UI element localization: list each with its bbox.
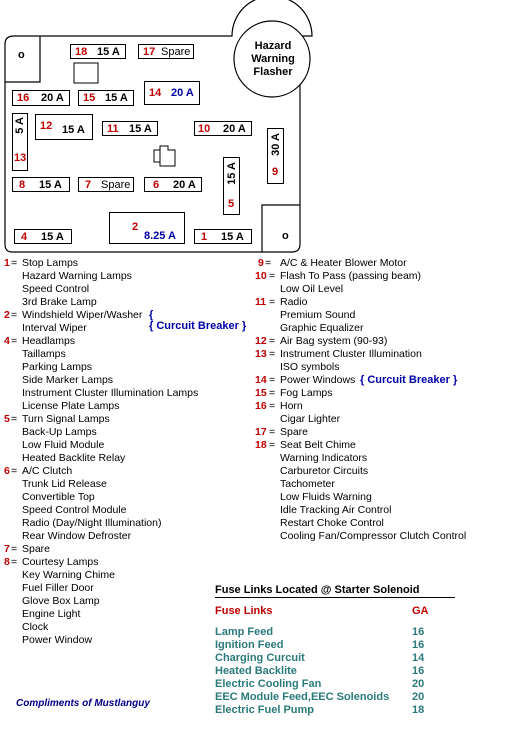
circuit-item: Convertible Top (22, 491, 95, 503)
circuit-number: 14 (255, 374, 267, 386)
equals-sign: = (269, 348, 276, 360)
circuit-row (4, 517, 244, 530)
circuit-row (4, 283, 244, 296)
circuit-row (258, 257, 506, 270)
equals-sign: = (11, 309, 18, 321)
circuit-number: 8 (4, 556, 10, 568)
circuit-row (4, 478, 244, 491)
circuit-item: Back-Up Lamps (22, 426, 97, 438)
circuit-item: Trunk Lid Release (22, 478, 107, 490)
circuit-row (255, 426, 506, 439)
circuit-item: Turn Signal Lamps (22, 413, 110, 425)
circuit-row (258, 504, 506, 517)
fuse-6-rating: 20 A (173, 179, 196, 191)
fuse-17 (138, 44, 194, 59)
circuit-row (4, 400, 244, 413)
circuit-row (4, 270, 244, 283)
circuit-row (4, 361, 244, 374)
equals-sign: = (269, 270, 276, 282)
fuse-12-rating: 15 A (62, 124, 85, 136)
fuse-11 (102, 121, 158, 136)
circuit-item: Clock (22, 621, 49, 633)
circuit-item: Speed Control Module (22, 504, 127, 516)
fuse-links-rows (215, 626, 455, 717)
fuse-link-row (215, 704, 455, 717)
fuse-link-row (215, 626, 455, 639)
circuit-item: Low Oil Level (280, 283, 344, 295)
circuit-row (258, 491, 506, 504)
circuit-row (4, 543, 244, 556)
circuit-number: 2 (4, 309, 10, 321)
circuit-row (4, 634, 244, 647)
equals-sign: = (11, 465, 18, 477)
equals-sign: = (11, 543, 18, 555)
fuse-5-rating: 15 A (226, 162, 238, 185)
circuit-item: Hazard Warning Lamps (22, 270, 132, 282)
circuit-item: Instrument Cluster Illumination Lamps (22, 387, 199, 399)
circuit-item: Windshield Wiper/Washer (22, 309, 143, 321)
circuit-breaker-right (360, 374, 457, 386)
circuit-item: Fuel Filler Door (22, 582, 94, 594)
circuit-list-right (255, 257, 506, 543)
circuit-number: 18 (255, 439, 267, 451)
fuse-1 (194, 229, 252, 244)
equals-sign: = (269, 374, 276, 386)
circuit-row (4, 426, 244, 439)
circuit-row (4, 582, 244, 595)
mount-hole-left: o (18, 49, 25, 61)
fuse-15-rating: 15 A (105, 92, 128, 104)
brace-open: { (149, 309, 154, 321)
fuse-link-row (215, 665, 455, 678)
fuse-16-rating: 20 A (41, 92, 64, 104)
circuit-row (4, 335, 244, 348)
hazard-line-2: Warning (251, 53, 295, 65)
fuse-link-name: Electric Cooling Fan (215, 678, 322, 690)
fuse-15-number: 15 (83, 92, 96, 104)
circuit-row (258, 452, 506, 465)
circuit-item: License Plate Lamps (22, 400, 120, 412)
circuit-breaker-label: Curcuit Breaker (156, 320, 239, 332)
circuit-item: Cigar Lighter (280, 413, 341, 425)
circuit-number: 4 (4, 335, 10, 347)
circuit-breaker-label: Curcuit Breaker (367, 374, 450, 386)
fuse-link-name: Lamp Feed (215, 626, 274, 638)
fuse-12-number: 12 (40, 120, 53, 132)
circuit-row (258, 361, 506, 374)
circuit-item: Headlamps (22, 335, 76, 347)
fuse-link-row (215, 678, 455, 691)
circuit-item: Engine Light (22, 608, 81, 620)
circuit-item: Stop Lamps (22, 257, 79, 269)
circuit-row (255, 270, 506, 283)
mount-hole-right: o (282, 230, 289, 242)
circuit-number: 1 (4, 257, 10, 269)
circuit-row (4, 491, 244, 504)
fuse-15 (78, 90, 134, 106)
circuit-row (4, 439, 244, 452)
circuit-row (4, 608, 244, 621)
circuit-row (4, 387, 244, 400)
circuit-item: ISO symbols (280, 361, 340, 373)
fuse-link-name: Ignition Feed (215, 639, 284, 651)
fuse-18-rating: 15 A (97, 46, 120, 58)
circuit-item: Instrument Cluster Illumination (280, 348, 422, 360)
circuit-item: Interval Wiper (22, 322, 87, 334)
fuse-10-rating: 20 A (223, 123, 246, 135)
circuit-row (4, 465, 244, 478)
fuse-14 (144, 81, 200, 105)
fuse-11-rating: 15 A (129, 123, 152, 135)
equals-sign: = (269, 335, 276, 347)
circuit-item: Power Windows (280, 374, 356, 386)
equals-sign: = (11, 556, 18, 568)
circuit-item: Graphic Equalizer (280, 322, 364, 334)
circuit-row (255, 348, 506, 361)
circuit-number: 13 (255, 348, 267, 360)
fuse-4 (14, 229, 72, 244)
circuit-item: Heated Backlite Relay (22, 452, 126, 464)
fuse-9-number: 9 (272, 166, 279, 178)
circuit-row (4, 257, 244, 270)
circuit-item: Fog Lamps (280, 387, 333, 399)
circuit-row (4, 452, 244, 465)
fuse-9 (267, 128, 284, 184)
fuse-5-number: 5 (228, 198, 235, 210)
circuit-item: Restart Choke Control (280, 517, 384, 529)
fuse-9-rating: 30 A (270, 133, 282, 156)
fuse-2 (109, 212, 185, 244)
circuit-item: Taillamps (22, 348, 66, 360)
circuit-item: Tachometer (280, 478, 335, 490)
fuse-7-rating: Spare (101, 179, 131, 191)
circuit-row (258, 283, 506, 296)
circuit-row (258, 322, 506, 335)
circuit-item: Power Window (22, 634, 93, 646)
equals-sign: = (11, 335, 18, 347)
fuse-17-rating: Spare (161, 46, 191, 58)
circuit-item: Horn (280, 400, 303, 412)
fuse-13-number: 13 (14, 152, 27, 164)
circuit-item: Idle Tracking Air Control (280, 504, 392, 516)
fuse-links-title: Fuse Links Located @ Starter Solenoid (215, 584, 455, 598)
fuse-4-rating: 15 A (41, 231, 64, 243)
hazard-flasher-label (245, 40, 301, 79)
circuit-row (4, 413, 244, 426)
circuit-row (255, 387, 506, 400)
fuse-18-number: 18 (75, 46, 88, 58)
fuse-links-section (215, 584, 455, 717)
circuit-item: Rear Window Defroster (22, 530, 132, 542)
circuit-number: 7 (4, 543, 10, 555)
circuit-item: Spare (22, 543, 51, 555)
equals-sign: = (269, 296, 276, 308)
fuse-link-name: Electric Fuel Pump (215, 704, 315, 716)
fuse-6 (144, 177, 202, 192)
circuit-row (255, 296, 506, 309)
circuit-item: A/C Clutch (22, 465, 73, 477)
circuit-row (255, 335, 506, 348)
circuit-row (4, 530, 244, 543)
fuse-13 (12, 113, 28, 171)
circuit-number: 10 (255, 270, 267, 282)
circuit-item: 3rd Brake Lamp (22, 296, 97, 308)
brace-close: } (452, 374, 458, 386)
fuse-18 (70, 44, 126, 59)
fuse-link-name: EEC Module Feed,EEC Solenoids (215, 691, 390, 703)
fuse-8-rating: 15 A (39, 179, 62, 191)
circuit-item: Air Bag system (90-93) (280, 335, 388, 347)
circuit-item: A/C & Heater Blower Motor (280, 257, 407, 269)
fuse-links-header (215, 605, 455, 619)
circuit-row (258, 413, 506, 426)
circuit-row (258, 478, 506, 491)
fuse-link-row (215, 652, 455, 665)
fuse-link-gauge: 16 (412, 639, 425, 651)
circuit-number: 15 (255, 387, 267, 399)
circuit-number: 11 (255, 296, 267, 308)
circuit-row (255, 439, 506, 452)
fuse-1-rating: 15 A (221, 231, 244, 243)
fuse-link-gauge: 18 (412, 704, 425, 716)
circuit-item: Warning Indicators (280, 452, 368, 464)
fuse-16 (12, 90, 70, 106)
circuit-item: Parking Lamps (22, 361, 93, 373)
circuit-row (255, 400, 506, 413)
hazard-line-3: Flasher (253, 66, 293, 78)
credit-text: Compliments of Mustlanguy (16, 698, 150, 709)
fuse-link-gauge: 20 (412, 678, 425, 690)
fuse-link-gauge: 16 (412, 665, 425, 677)
fuse-10-number: 10 (198, 123, 211, 135)
circuit-number: 6 (4, 465, 10, 477)
fuse-link-name: Charging Curcuit (215, 652, 305, 664)
circuit-item: Radio (280, 296, 308, 308)
fuse-link-name: Heated Backlite (215, 665, 297, 677)
brace-open: { (360, 374, 365, 386)
hazard-line-1: Hazard (254, 40, 292, 52)
fuse-14-number: 14 (149, 87, 162, 99)
fuse-8-number: 8 (19, 179, 26, 191)
circuit-item: Premium Sound (280, 309, 356, 321)
circuit-row (258, 517, 506, 530)
fuse-16-number: 16 (17, 92, 30, 104)
fuse-link-gauge: 20 (412, 691, 425, 703)
circuit-number: 12 (255, 335, 267, 347)
circuit-number: 5 (4, 413, 10, 425)
circuit-item: Cooling Fan/Compressor Clutch Control (280, 530, 467, 542)
circuit-number: 9 (258, 257, 264, 269)
circuit-item: Low Fluid Module (22, 439, 105, 451)
equals-sign: = (269, 400, 276, 412)
circuit-item: Key Warning Chime (22, 569, 115, 581)
equals-sign: = (269, 439, 276, 451)
equals-sign: = (11, 257, 18, 269)
fuse-5 (223, 157, 240, 215)
brace-open: { (149, 320, 154, 332)
circuit-item: Carburetor Circuits (280, 465, 369, 477)
circuit-number: 17 (255, 426, 267, 438)
fuse-link-gauge: 16 (412, 626, 425, 638)
fuse-7-number: 7 (85, 179, 92, 191)
circuit-row (4, 348, 244, 361)
fuse-2-number: 2 (132, 221, 139, 233)
circuit-row (258, 530, 506, 543)
circuit-row (258, 465, 506, 478)
fuse-8 (12, 177, 70, 192)
circuit-row (258, 309, 506, 322)
fuse-6-number: 6 (153, 179, 160, 191)
equals-sign: = (269, 426, 276, 438)
fuse-4-number: 4 (21, 231, 28, 243)
circuit-row (4, 296, 244, 309)
circuit-row (4, 569, 244, 582)
circuit-item: Low Fluids Warning (280, 491, 372, 503)
equals-sign: = (265, 257, 272, 269)
circuit-row (4, 595, 244, 608)
fuse-12 (35, 114, 93, 140)
fuse-2-rating: 8.25 A (144, 230, 177, 242)
fuse-11-number: 11 (107, 123, 119, 135)
fuse-13-rating: 5 A (14, 117, 26, 134)
fuse-link-row (215, 691, 455, 704)
fuse-7 (78, 177, 134, 192)
circuit-item: Side Marker Lamps (22, 374, 114, 386)
fuse-link-row (215, 639, 455, 652)
circuit-item: Seat Belt Chime (280, 439, 356, 451)
circuit-row (4, 504, 244, 517)
circuit-row (4, 374, 244, 387)
fuse-links-col-name: Fuse Links (215, 605, 273, 617)
equals-sign: = (269, 387, 276, 399)
brace-close: } (241, 320, 247, 332)
circuit-breaker-left-label (149, 320, 246, 332)
circuit-item: Spare (280, 426, 309, 438)
fuse-17-number: 17 (143, 46, 156, 58)
circuit-number: 16 (255, 400, 267, 412)
fuse-14-rating: 20 A (171, 87, 194, 99)
equals-sign: = (11, 413, 18, 425)
circuit-item: Speed Control (22, 283, 90, 295)
circuit-item: Flash To Pass (passing beam) (280, 270, 422, 282)
fuse-10 (194, 121, 252, 136)
circuit-row (4, 621, 244, 634)
circuit-item: Radio (Day/Night Illumination) (22, 517, 162, 529)
fuse-1-number: 1 (201, 231, 208, 243)
circuit-item: Courtesy Lamps (22, 556, 99, 568)
circuit-row (4, 556, 244, 569)
circuit-item: Glove Box Lamp (22, 595, 100, 607)
fuse-link-gauge: 14 (412, 652, 425, 664)
fuse-links-col-ga: GA (412, 605, 429, 617)
